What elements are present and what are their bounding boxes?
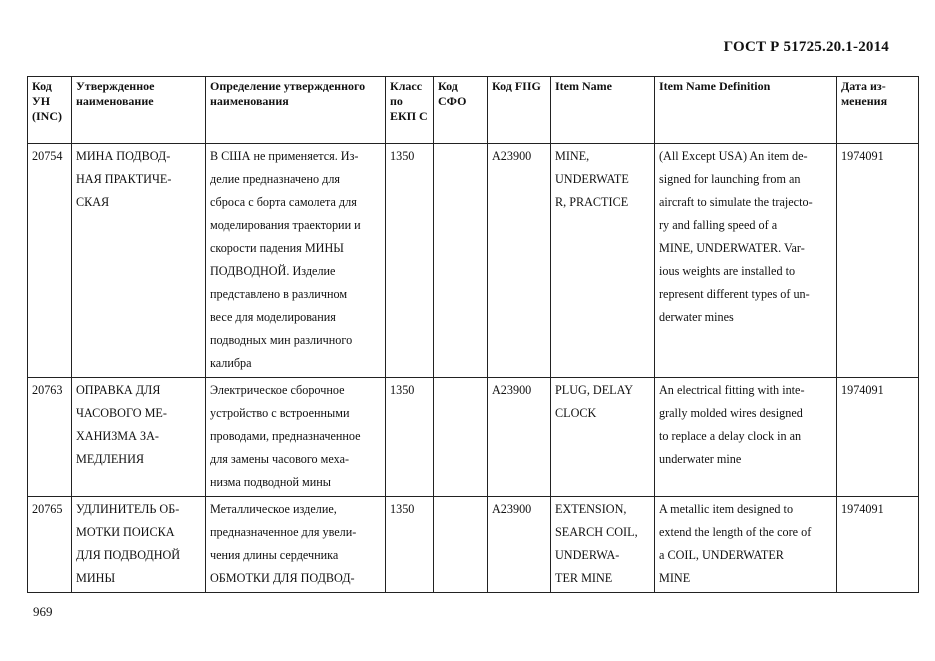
cell-item-name-definition: An electrical fitting with inte- grally molded wires designed to replace a delay clock in an underwater mine (655, 378, 837, 497)
header-item-name-definition: Item Name Definition (655, 77, 837, 144)
header-item-name: Item Name (551, 77, 655, 144)
cell-sfo-code (434, 144, 488, 378)
cell-change-date: 1974091 (837, 497, 919, 593)
page-number: 969 (33, 604, 53, 619)
cell-approved-name: ОПРАВКА ДЛЯ ЧАСОВОГО МЕ- ХАНИЗМА ЗА- МЕДЛЕНИЯ (72, 378, 206, 497)
cell-name-definition: Металлическое изделие, предназначенное для увели- чения длины сердечника ОБМОТКИ ДЛЯ ПОДВОД- (206, 497, 386, 593)
cell-change-date: 1974091 (837, 144, 919, 378)
cell-ekps-class: 1350 (386, 378, 434, 497)
cell-item-name-definition: A metallic item designed to extend the length of the core of a COIL, UNDERWATER MINE (655, 497, 837, 593)
cell-change-date: 1974091 (837, 378, 919, 497)
cell-ekps-class: 1350 (386, 144, 434, 378)
document-standard-number: ГОСТ Р 51725.20.1-2014 (723, 39, 889, 55)
cell-item-name: PLUG, DELAY CLOCK (551, 378, 655, 497)
header-inc: Код УН (INC) (28, 77, 72, 144)
cell-inc: 20765 (28, 497, 72, 593)
nomenclature-table (27, 76, 919, 593)
cell-name-definition: Электрическое сборочное устройство с встроенными проводами, предназначенное для замены часового меха- низма подводной мины (206, 378, 386, 497)
cell-item-name: EXTENSION, SEARCH COIL, UNDERWA- TER MINE (551, 497, 655, 593)
cell-fiig-code: A23900 (488, 144, 551, 378)
header-sfo-code: Код СФО (434, 77, 488, 144)
cell-sfo-code (434, 497, 488, 593)
table-header-row (28, 77, 919, 144)
table-row (28, 378, 919, 497)
cell-ekps-class: 1350 (386, 497, 434, 593)
header-fiig-code: Код FIIG (488, 77, 551, 144)
cell-sfo-code (434, 378, 488, 497)
table-row (28, 497, 919, 593)
cell-inc: 20754 (28, 144, 72, 378)
cell-approved-name: УДЛИНИТЕЛЬ ОБ- МОТКИ ПОИСКА ДЛЯ ПОДВОДНОЙ МИНЫ (72, 497, 206, 593)
header-approved-name: Утвержденное наименование (72, 77, 206, 144)
cell-name-definition: В США не применяется. Из- делие предназначено для сброса с борта самолета для моделирования траектории и скорости падения МИНЫ ПОДВОДНОЙ. Изделие представлено в различном весе для моделирования подводных мин различного калибра (206, 144, 386, 378)
cell-fiig-code: A23900 (488, 497, 551, 593)
cell-approved-name: МИНА ПОДВОД- НАЯ ПРАКТИЧЕ- СКАЯ (72, 144, 206, 378)
cell-fiig-code: A23900 (488, 378, 551, 497)
header-name-definition: Определение утвержденного наименования (206, 77, 386, 144)
header-change-date: Дата из- менения (837, 77, 919, 144)
header-ekps-class: Класс по ЕКП С (386, 77, 434, 144)
cell-item-name-definition: (All Except USA) An item de- signed for launching from an aircraft to simulate the trajecto- ry and falling speed of a MINE, UNDERWATER. Var- ious weights are installed to represent different types of un- derwater mines (655, 144, 837, 378)
cell-item-name: MINE, UNDERWATE R, PRACTICE (551, 144, 655, 378)
table-row (28, 144, 919, 378)
cell-inc: 20763 (28, 378, 72, 497)
